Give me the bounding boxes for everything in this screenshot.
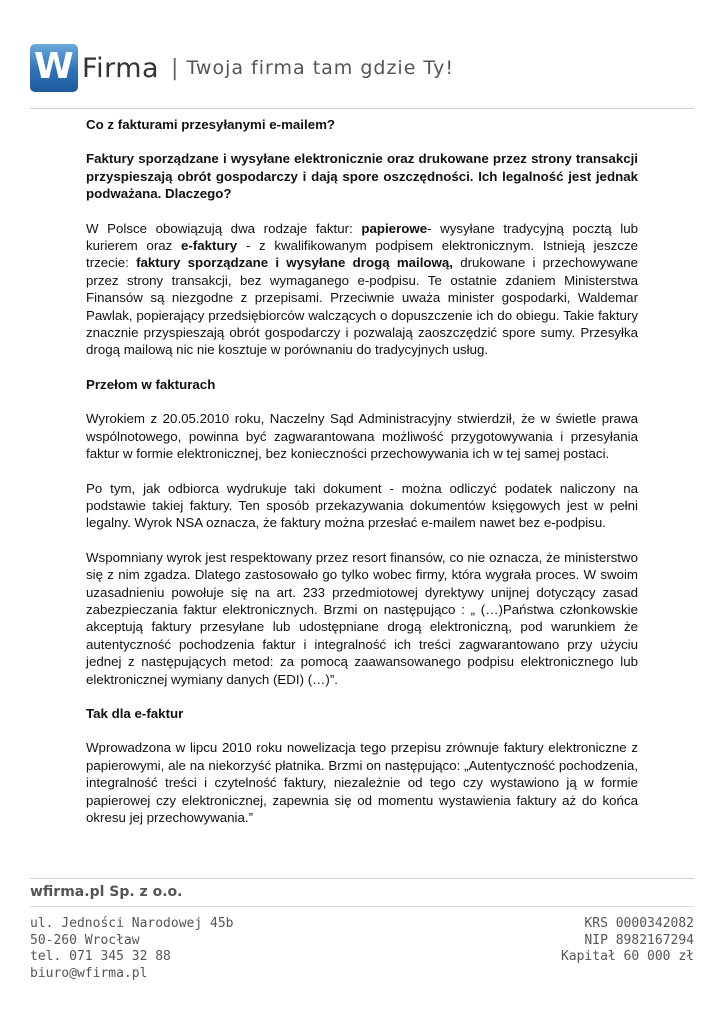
registry-nip: NIP 8982167294 [584, 932, 694, 948]
address-street: ul. Jedności Narodowej 45b [30, 916, 234, 931]
address-email: biuro@wfirma.pl [30, 965, 148, 981]
company-address [30, 916, 234, 982]
wfirma-logo-icon [30, 44, 78, 92]
logo-letter: W [34, 46, 72, 87]
brand-name: Firma [82, 52, 160, 84]
registry-krs: KRS 0000342082 [584, 916, 694, 931]
address-phone: tel. 071 345 32 88 [30, 949, 171, 964]
company-registry [561, 916, 694, 966]
header-divider [30, 108, 694, 109]
letterhead-logo [30, 44, 454, 92]
brand-separator: | [171, 55, 179, 81]
footer-divider-2 [30, 906, 694, 907]
footer-divider [30, 878, 694, 879]
section-heading-przelom: Przełom w fakturach [86, 376, 216, 392]
company-name: wfirma.pl Sp. z o.o. [30, 884, 183, 900]
paragraph-ministry: Wspomniany wyrok jest respektowany przez resort finansów, co nie oznacza, że ministerstwo się z nim zgadza. Dlatego zastosowało go tylko wobec firmy, która wygrała proces. W swoim uzasadnieniu powołuje się na art. 233 przedmiotowej dyrektywy unijnej dotyczący zasad zabezpieczania faktur elektronicznych. Brzmi on następująco : „ (…)Państwa członkowskie akceptują faktury przesyłane lub udostępniane drogą elektroniczną, pod warunkiem że autentyczność pochodzenia faktur i integralność ich treści zagwarantowano przy użyciu jednej z następujących metod: za pomocą zaawansowanego podpisu elektronicznego lub elektronicznej wymiany danych (EDI) (…)”. [86, 549, 638, 687]
article-body [86, 116, 638, 826]
address-city: 50-260 Wrocław [30, 932, 140, 948]
paragraph-types-of-invoices: W Polsce obowiązują dwa rodzaje faktur: papierowe- wysyłane tradycyjną pocztą lub kurierem oraz e-faktury - z kwalifikowanym podpisem elektronicznym. Istnieją jeszcze trzecie: faktury sporządzane i wysyłane drogą mailową, drukowane i przechowywane przez strony transakcji, bez wymaganego e-podpisu. Te ostatnie zdaniem Ministerstwa Finansów są niezgodne z przepisami. Przeciwnie uważa minister gospodarki, Waldemar Pawlak, popierający przedsiębiorców walczących o dopuszczenie ich do obiegu. Takie faktury znacznie przyspieszają obrót gospodarczy i pozwalają zaoszczędzić spore sumy. Przesyłka drogą mailową nic nie kosztuje w porównaniu do tradycyjnych usług. [86, 220, 639, 358]
section-heading-tak: Tak dla e-faktur [86, 705, 184, 721]
paragraph-amendment: Wprowadzona w lipcu 2010 roku nowelizacja tego przepisu zrównuje faktury elektroniczne z papierowymi, ale na niekorzyść płatnika. Brzmi on następująco: „Autentyczność pochodzenia, integralność treści i czytelność faktury, niezależnie od tego czy wystawiono ją w formie papierowej czy elektronicznej, zapewnia się od momentu wystawienia faktury aż do końca okresu jej przechowywania.” [86, 740, 638, 825]
registry-capital: Kapitał 60 000 zł [560, 949, 694, 964]
article-lead: Faktury sporządzane i wysyłane elektronicznie oraz drukowane przez strony transakcji przyspieszają obrót gospodarczy i dają spore oszczędności. Ich legalność jest jednak podważana. Dlaczego? [86, 151, 638, 202]
paragraph-legal-print: Po tym, jak odbiorca wydrukuje taki dokument - można odliczyć podatek naliczony na podstawie takiej faktury. Ten sposób przekazywania dokumentów księgowych jest w pełni legalny. Wyrok NSA oznacza, że faktury można przesłać e-mailem nawet bez e-podpisu. [86, 480, 638, 531]
paragraph-nsa-ruling: Wyrokiem z 20.05.2010 roku, Naczelny Sąd Administracyjny stwierdził, że w świetle prawa wspólnotowego, powinna być zagwarantowana możliwość przygotowywania i przesyłania faktur w formie elektronicznej, bez konieczności przechowywania ich w tej samej postaci. [86, 411, 638, 462]
brand-tagline: Twoja firma tam gdzie Ty! [186, 57, 454, 79]
article-title: Co z fakturami przesyłanymi e-mailem? [86, 117, 336, 132]
